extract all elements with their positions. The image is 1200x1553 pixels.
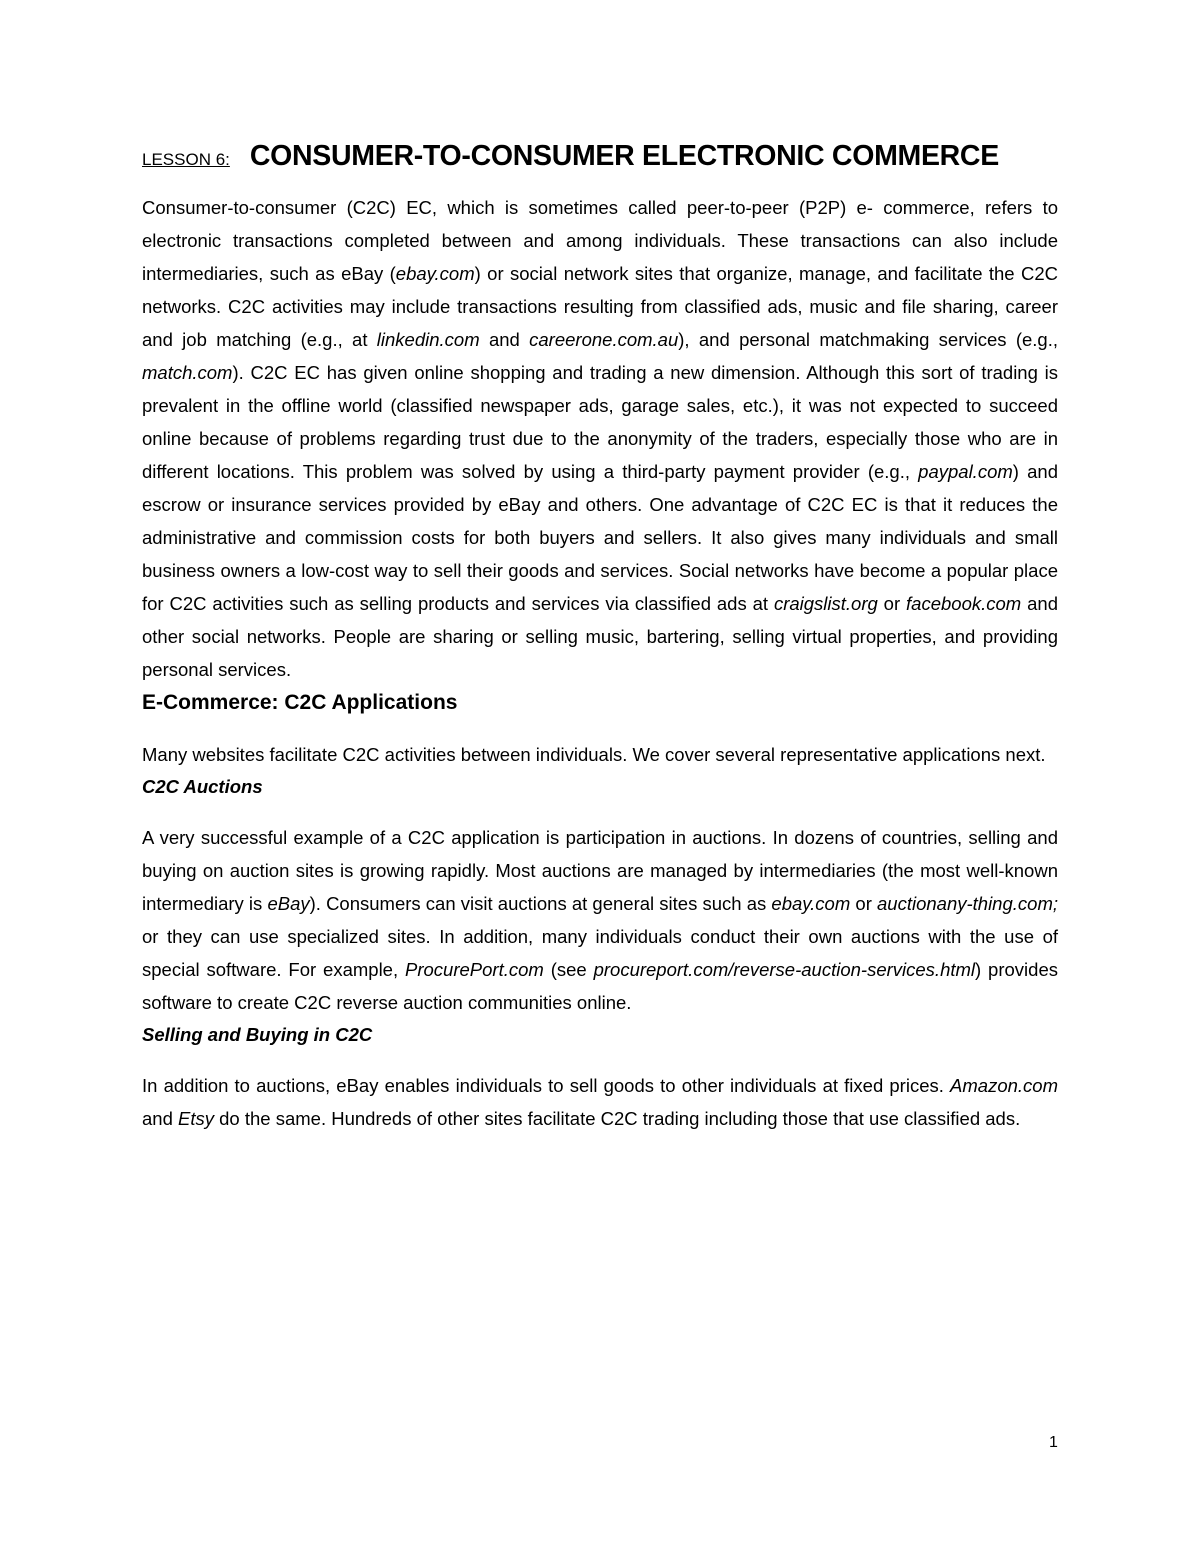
intro-paragraph <box>142 191 1058 686</box>
text-run: or <box>850 893 877 914</box>
italic-run: facebook.com <box>906 593 1022 614</box>
text-run: Consumer-to-consumer (C2C) EC, which is sometimes called peer-to-peer (P2P) e- commerce, refers to electronic transactions completed between and among individuals. These transactions can also include intermediaries, such as eBay ( <box>142 197 1058 284</box>
text-run: (see <box>543 959 594 980</box>
italic-run: ebay.com <box>771 893 851 914</box>
text-run: ), and personal matchmaking services (e.g., <box>678 329 1059 350</box>
text-run: or <box>877 593 907 614</box>
italic-run: paypal.com <box>918 461 1013 482</box>
selling-paragraph <box>142 1069 1058 1135</box>
text-run: In addition to auctions, eBay enables individuals to sell goods to other individuals at fixed prices. <box>142 1075 951 1096</box>
section-heading: E-Commerce: C2C Applications <box>142 691 458 714</box>
auctions-heading: C2C Auctions <box>142 776 263 797</box>
italic-run: match.com <box>142 362 233 383</box>
title-row <box>142 140 1058 173</box>
page-content <box>142 140 1058 1135</box>
text-run: do the same. Hundreds of other sites facilitate C2C trading including those that use classified ads. <box>214 1108 1021 1129</box>
italic-run: auctionany-thing.com; <box>877 893 1058 914</box>
italic-run: linkedin.com <box>376 329 480 350</box>
italic-run: ProcurePort.com <box>405 959 544 980</box>
text-run: and <box>479 329 530 350</box>
page-number: 1 <box>1049 1434 1058 1451</box>
text-run: ) provides software to create C2C reverse auction communities online. <box>142 959 1058 1013</box>
italic-run: craigslist.org <box>773 593 878 614</box>
auctions-paragraph <box>142 821 1058 1019</box>
section-intro-paragraph: Many websites facilitate C2C activities between individuals. We cover several representative applications next. <box>142 744 1046 765</box>
lesson-label: LESSON 6: <box>142 150 230 169</box>
page-title: CONSUMER-TO-CONSUMER ELECTRONIC COMMERCE <box>249 140 999 172</box>
italic-run: eBay <box>267 893 310 914</box>
text-run: ) or social network sites that organize, manage, and facilitate the C2C networks. C2C activities may include transactions resulting from classified ads, music and file sharing, career and job matching (e.g., at <box>142 263 1058 350</box>
italic-run: ebay.com <box>395 263 475 284</box>
italic-run: procureport.com/reverse-auction-services.html <box>593 959 976 980</box>
text-run: A very successful example of a C2C application is participation in auctions. In dozens of countries, selling and buying on auction sites is growing rapidly. Most auctions are managed by intermediaries (the most well-known intermediary is <box>142 827 1058 914</box>
text-run: ) and escrow or insurance services provided by eBay and others. One advantage of C2C EC is that it reduces the administrative and commission costs for both buyers and sellers. It also gives many individuals and small business owners a low-cost way to sell their goods and services. Social networks have become a popular place for C2C activities such as selling products and services via classified ads at <box>142 461 1058 614</box>
text-run: and other social networks. People are sharing or selling music, bartering, selling virtual properties, and providing personal services. <box>142 593 1058 680</box>
text-run: ). C2C EC has given online shopping and trading a new dimension. Although this sort of trading is prevalent in the offline world (classified newspaper ads, garage sales, etc.), it was not expected to succeed online because of problems regarding trust due to the anonymity of the traders, especially those who are in different locations. This problem was solved by using a third-party payment provider (e.g., <box>142 362 1058 482</box>
text-run: and <box>142 1108 179 1129</box>
text-run: or they can use specialized sites. In addition, many individuals conduct their own auctions with the use of special software. For example, <box>142 926 1058 980</box>
italic-run: careerone.com.au <box>529 329 679 350</box>
selling-heading: Selling and Buying in C2C <box>142 1024 373 1045</box>
text-run: ). Consumers can visit auctions at general sites such as <box>309 893 772 914</box>
italic-run: Amazon.com <box>950 1075 1058 1096</box>
italic-run: Etsy <box>178 1108 214 1129</box>
